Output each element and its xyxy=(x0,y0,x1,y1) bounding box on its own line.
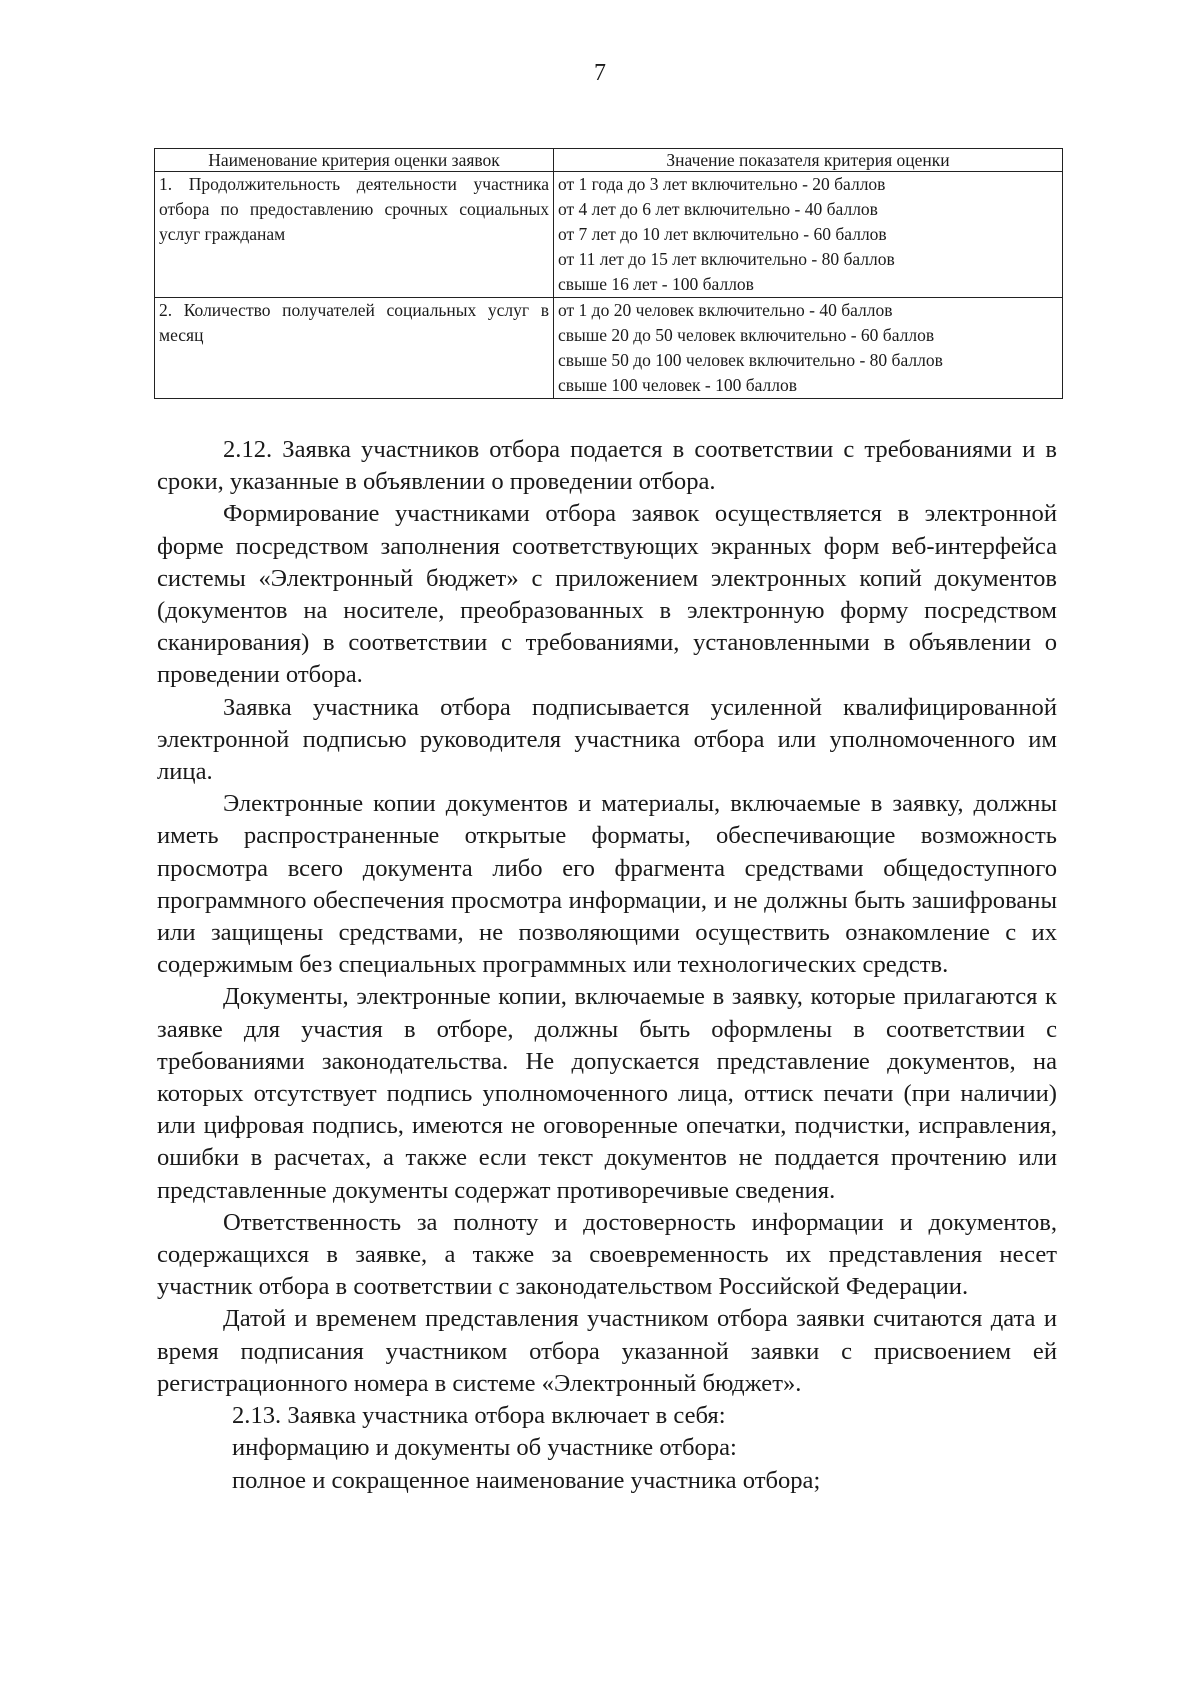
value-line: свыше 50 до 100 человек включительно - 80 баллов xyxy=(558,350,943,370)
value-cell xyxy=(554,298,1063,399)
value-line: от 4 лет до 6 лет включительно - 40 баллов xyxy=(558,199,878,219)
header-criterion: Наименование критерия оценки заявок xyxy=(155,149,554,172)
paragraph: Заявка участника отбора подписывается усиленной квалифицированной электронной подписью руководителя участника отбора или уполномоченного им лица. xyxy=(157,693,1057,786)
table-row xyxy=(155,172,1063,298)
value-line: от 1 года до 3 лет включительно - 20 баллов xyxy=(558,174,886,194)
value-line: от 11 лет до 15 лет включительно - 80 баллов xyxy=(558,249,895,269)
paragraph: Ответственность за полноту и достоверность информации и документов, содержащихся в заявке, а также за своевременность их представления несет участник отбора в соответствии с законодательством Российской Федерации. xyxy=(157,1208,1057,1301)
value-line: свыше 100 человек - 100 баллов xyxy=(558,375,798,395)
paragraph: 2.12. Заявка участников отбора подается в соответствии с требованиями и в сроки, указанные в объявлении о проведении отбора. xyxy=(157,436,1057,496)
criteria-table xyxy=(154,148,1063,399)
value-line: свыше 20 до 50 человек включительно - 60 баллов xyxy=(558,325,935,345)
paragraph: Электронные копии документов и материалы, включаемые в заявку, должны иметь распространенные открытые форматы, обеспечивающие возможность просмотра всего документа либо его фрагмента средствами общедоступного программного обеспечения просмотра информации, и не должны быть зашифрованы или защищены средствами, не позволяющими осуществить ознакомление с их содержимым без специальных программных или технологических средств. xyxy=(157,790,1057,979)
value-cell xyxy=(554,172,1063,298)
list-line: информацию и документы об участнике отбора: xyxy=(232,1434,737,1462)
table-row xyxy=(155,298,1063,399)
list-line: 2.13. Заявка участника отбора включает в себя: xyxy=(232,1402,726,1430)
criterion-cell: 1. Продолжительность деятельности участника отбора по предоставлению срочных социальных услуг гражданам xyxy=(155,172,554,298)
table-header-row xyxy=(155,149,1063,172)
value-line: свыше 16 лет - 100 баллов xyxy=(558,274,754,294)
list-line: полное и сокращенное наименование участника отбора; xyxy=(232,1466,821,1494)
paragraph: Формирование участниками отбора заявок осуществляется в электронной форме посредством заполнения соответствующих экранных форм веб-интерфейса системы «Электронный бюджет» с приложением электронных копий документов (документов на носителе, преобразованных в электронную форму посредством сканирования) в соответствии с требованиями, установленными в объявлении о проведении отбора. xyxy=(157,500,1057,689)
paragraph: Датой и временем представления участником отбора заявки считаются дата и время подписания участником отбора указанной заявки с присвоением ей регистрационного номера в системе «Электронный бюджет». xyxy=(157,1305,1057,1397)
paragraph: Документы, электронные копии, включаемые в заявку, которые прилагаются к заявке для участия в отборе, должны быть оформлены в соответствии с требованиями законодательства. Не допускается представление документов, на которых отсутствует подпись уполномоченного лица, оттиск печати (при наличии) или цифровая подпись, имеются не оговоренные опечатки, подчистки, исправления, ошибки в расчетах, а также если текст документов не поддается прочтению или представленные документы содержат противоречивые сведения. xyxy=(157,983,1057,1204)
value-line: от 1 до 20 человек включительно - 40 баллов xyxy=(558,300,893,320)
page-number: 7 xyxy=(594,60,606,86)
criterion-cell: 2. Количество получателей социальных услуг в месяц xyxy=(155,298,554,399)
header-value: Значение показателя критерия оценки xyxy=(554,149,1063,172)
body-text xyxy=(157,434,1057,1497)
value-line: от 7 лет до 10 лет включительно - 60 баллов xyxy=(558,224,887,244)
